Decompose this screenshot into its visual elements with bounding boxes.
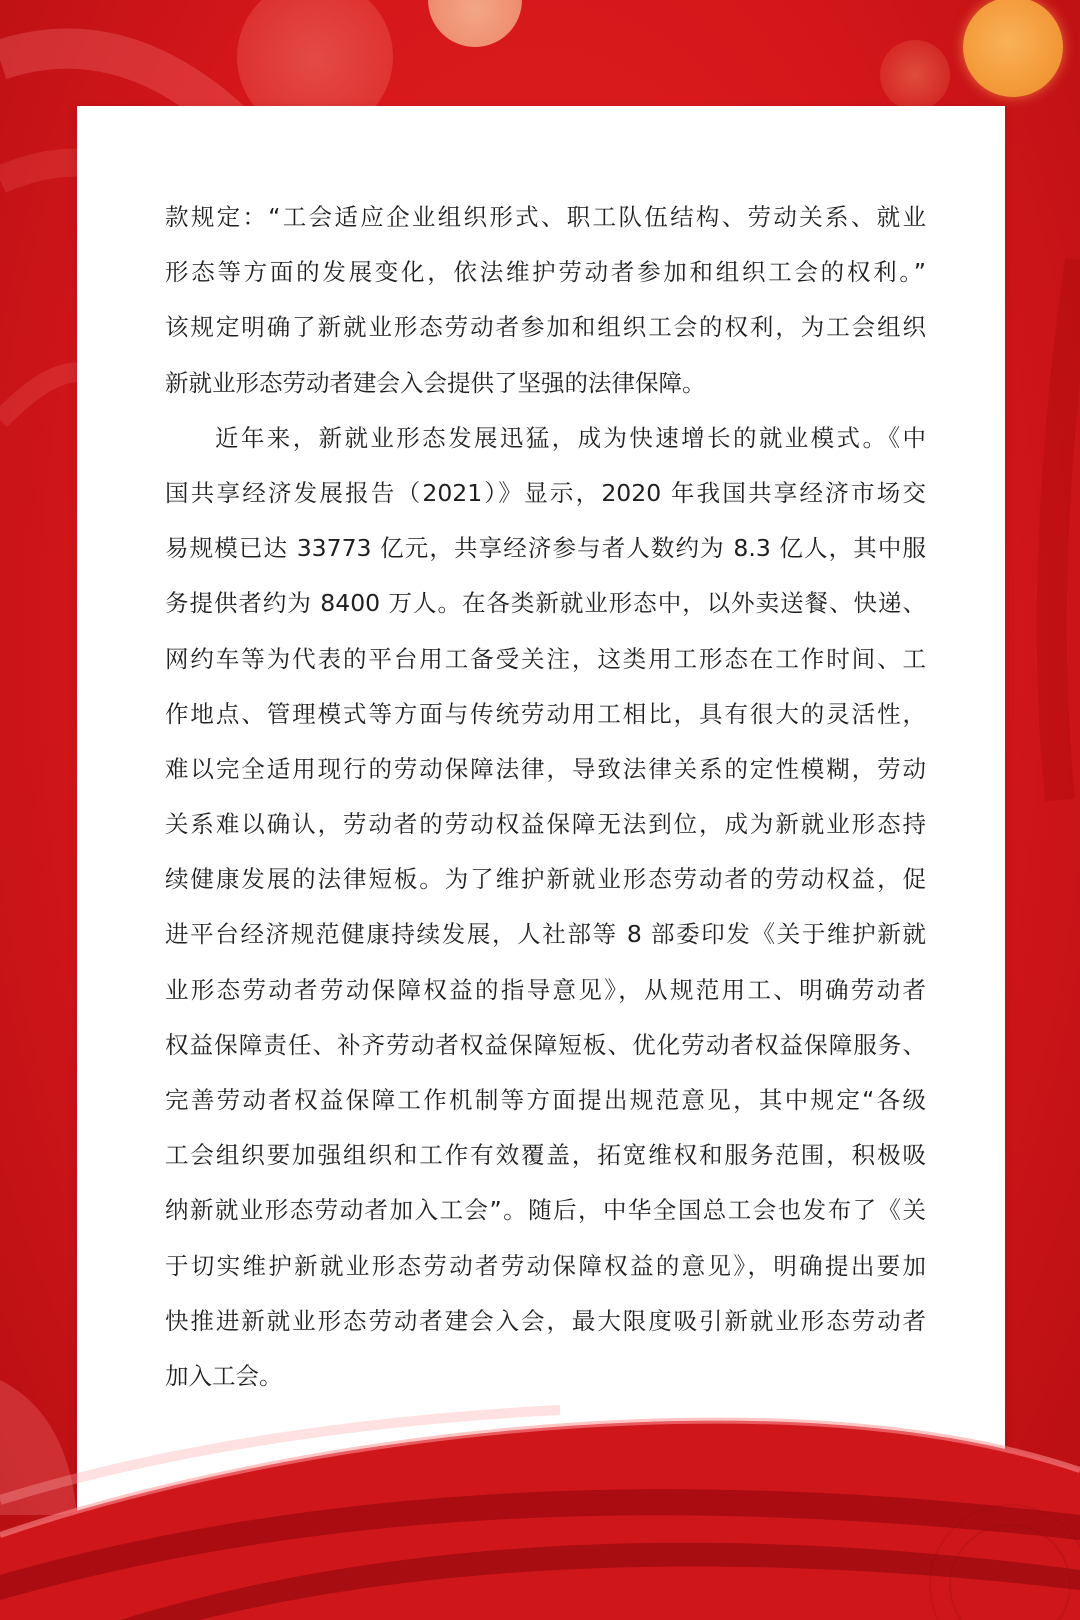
text-line: 易规模已达 33773 亿元，共享经济参与者人数约为 8.3 亿人，其中服 — [165, 534, 926, 563]
article-body — [165, 190, 926, 1404]
text-line: 关系难以确认，劳动者的劳动权益保障无法到位，成为新就业形态持 — [165, 810, 926, 839]
text-line: 网约车等为代表的平台用工备受关注，这类用工形态在工作时间、工 — [165, 644, 926, 673]
text-line: 形态等方面的发展变化，依法维护劳动者参加和组织工会的权利。” — [165, 258, 926, 287]
text-line: 纳新就业形态劳动者加入工会”。随后，中华全国总工会也发布了《关 — [165, 1196, 926, 1225]
faint-circle-decoration — [880, 40, 950, 110]
text-line: 近年来，新就业形态发展迅猛，成为快速增长的就业模式。《中 — [215, 423, 926, 452]
text-line: 进平台经济规范健康持续发展，人社部等 8 部委印发《关于维护新就 — [165, 920, 926, 949]
text-line: 权益保障责任、补齐劳动者权益保障短板、优化劳动者权益保障服务、 — [165, 1030, 926, 1059]
paragraph — [165, 411, 926, 1404]
text-line: 加入工会。 — [165, 1361, 283, 1390]
text-line: 新就业形态劳动者建会入会提供了坚强的法律保障。 — [165, 368, 706, 397]
text-line: 该规定明确了新就业形态劳动者参加和组织工会的权利，为工会组织 — [165, 313, 926, 342]
text-line: 完善劳动者权益保障工作机制等方面提出规范意见，其中规定“各级 — [165, 1086, 926, 1114]
paragraph — [165, 190, 926, 411]
article-card — [77, 106, 1005, 1516]
text-line: 难以完全适用现行的劳动保障法律，导致法律关系的定性模糊，劳动 — [165, 754, 926, 783]
text-line: 款规定：“工会适应企业组织形式、职工队伍结构、劳动关系、就业 — [165, 203, 926, 231]
text-line: 务提供者约为 8400 万人。在各类新就业形态中，以外卖送餐、快递、 — [165, 589, 926, 618]
text-line: 快推进新就业形态劳动者建会入会，最大限度吸引新就业形态劳动者 — [165, 1306, 926, 1335]
text-line: 于切实维护新就业形态劳动者劳动保障权益的意见》，明确提出要加 — [165, 1251, 926, 1280]
text-line: 国共享经济发展报告（2021）》显示，2020 年我国共享经济市场交 — [165, 478, 926, 507]
text-line: 业形态劳动者劳动保障权益的指导意见》，从规范用工、明确劳动者 — [165, 975, 926, 1004]
text-line: 作地点、管理模式等方面与传统劳动用工相比，具有很大的灵活性， — [165, 699, 926, 728]
text-line: 续健康发展的法律短板。为了维护新就业形态劳动者的劳动权益，促 — [165, 865, 926, 894]
orange-circle-decoration — [963, 0, 1063, 97]
text-line: 工会组织要加强组织和工作有效覆盖，拓宽维权和服务范围，积极吸 — [165, 1141, 926, 1170]
peach-circle-decoration — [428, 0, 522, 47]
